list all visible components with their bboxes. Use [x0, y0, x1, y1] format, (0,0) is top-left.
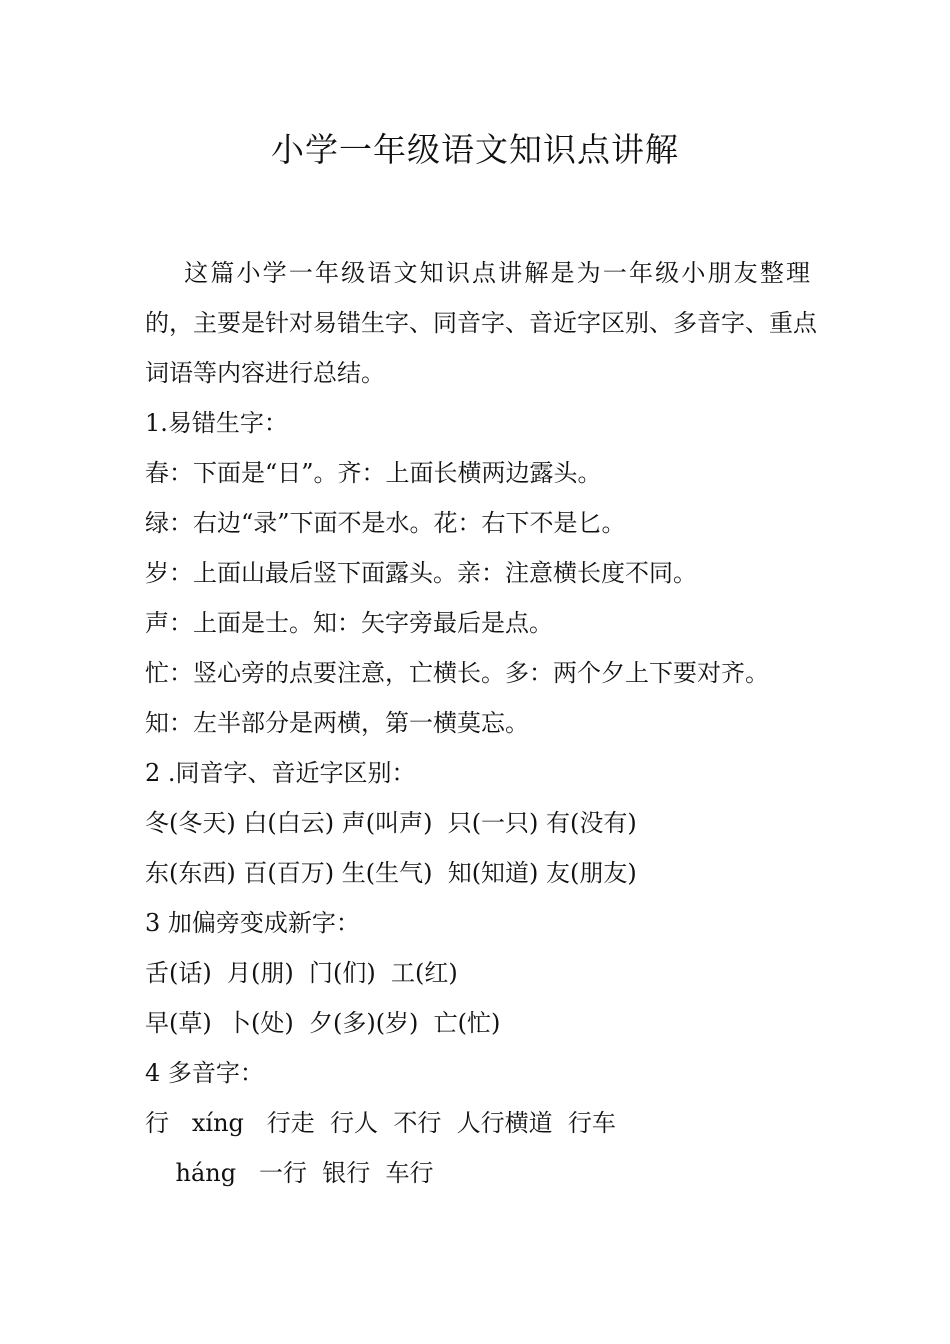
text-line: 冬(冬天) 白(白云) 声(叫声) 只(一只) 有(没有) [145, 809, 637, 837]
text-line: 知：左半部分是两横，第一横莫忘。 [145, 709, 529, 737]
section-heading-4: 4 多音字： [145, 1059, 264, 1087]
text-line: 绿：右边“录”下面不是水。花：右下不是匕。 [145, 509, 626, 537]
intro-line-3: 词语等内容进行总结。 [145, 359, 385, 387]
text-line: 早(草) 卜(处) 夕(多)(岁) 亡(忙) [145, 1009, 501, 1037]
section-heading-3: 3 加偏旁变成新字： [145, 909, 360, 937]
document-title: 小学一年级语文知识点讲解 [271, 130, 679, 169]
intro-line-1: 这篇小学一年级语文知识点讲解是为一年级小朋友整理 [145, 259, 810, 287]
text-line: 忙：竖心旁的点要注意，亡横长。多：两个夕上下要对齐。 [145, 659, 769, 687]
text-line: 行 xíng 行走 行人 不行 人行横道 行车 [145, 1109, 616, 1137]
text-line: 春：下面是“日”。齐：上面长横两边露头。 [145, 459, 602, 487]
text-line: 东(东西) 百(百万) 生(生气) 知(知道) 友(朋友) [145, 859, 637, 887]
section-heading-1: 1.易错生字： [145, 409, 288, 437]
document-body [145, 248, 817, 1198]
intro-line-2: 的，主要是针对易错生字、同音字、音近字区别、多音字、重点 [145, 309, 817, 337]
text-line: 舌(话) 月(朋) 门(们) 工(红) [145, 959, 458, 987]
text-line: háng 一行 银行 车行 [145, 1159, 434, 1187]
text-line: 岁：上面山最后竖下面露头。亲：注意横长度不同。 [145, 559, 697, 587]
section-heading-2: 2 .同音字、音近字区别： [145, 759, 416, 787]
text-line: 声：上面是士。知：矢字旁最后是点。 [145, 609, 553, 637]
